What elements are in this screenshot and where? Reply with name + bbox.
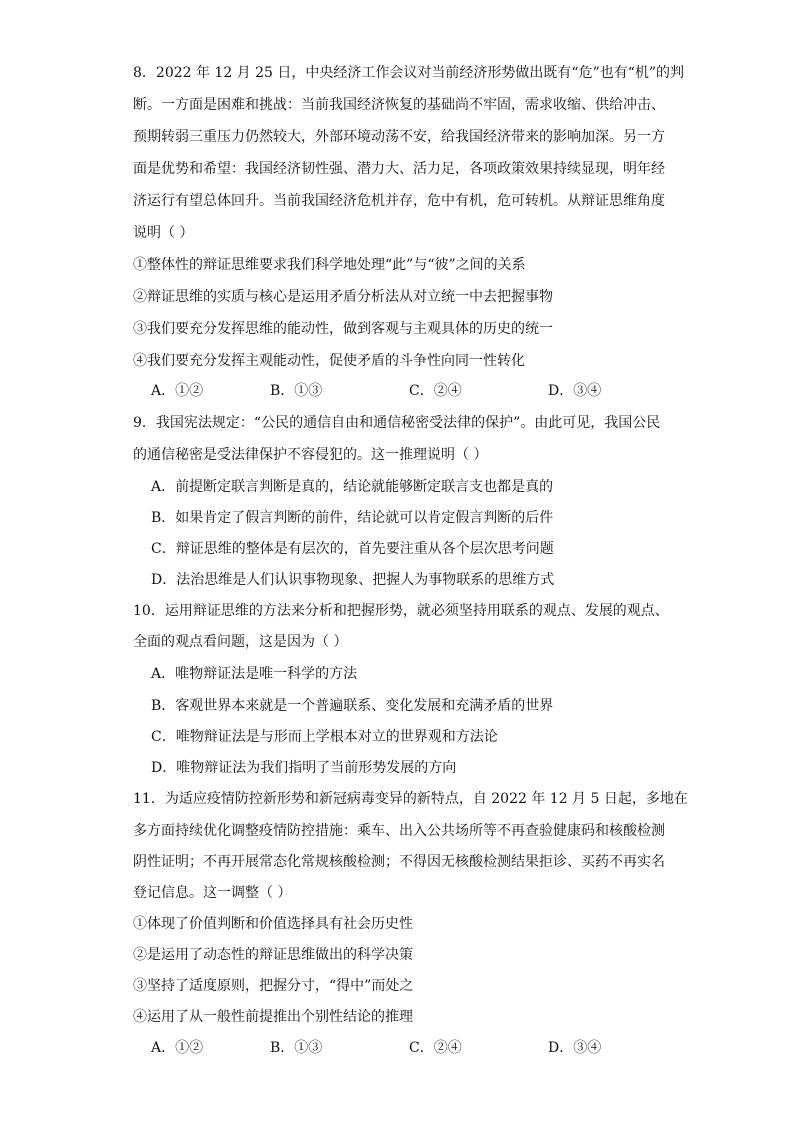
q11-choice-d: D．③④ (548, 1040, 602, 1056)
q8-choices (151, 382, 671, 400)
q11-choice-c: C．②④ (409, 1040, 462, 1056)
q10-option-a: A．唯物辩证法是唯一科学的方法 (151, 666, 358, 682)
q10-option-c: C．唯物辩证法是与形而上学根本对立的世界观和方法论 (151, 729, 498, 745)
q11-item-3: ③坚持了适度原则，把握分寸，“得中”而处之 (133, 978, 414, 994)
q8-choice-c: C．②④ (409, 383, 462, 399)
q9-option-b: B．如果肯定了假言判断的前件，结论就可以肯定假言判断的后件 (151, 510, 554, 526)
q8-stem-line-1: 8．2022 年 12 月 25 日，中央经济工作会议对当前经济形势做出既有“危”也有“机”的判 (133, 65, 685, 81)
q10-option-b: B．客观世界本来就是一个普遍联系、变化发展和充满矛盾的世界 (151, 698, 554, 714)
q10-option-d: D．唯物辩证法为我们指明了当前形势发展的方向 (151, 760, 457, 776)
q8-stem-line-3: 预期转弱三重压力仍然较大，外部环境动荡不安，给我国经济带来的影响加深。另一方 (133, 129, 665, 145)
q10-stem-line-2: 全面的观点看问题，这是因为（ ） (133, 634, 348, 650)
q8-item-4: ④我们要充分发挥主观能动性，促使矛盾的斗争性向同一性转化 (133, 353, 525, 369)
q8-choice-a: A．①② (151, 383, 204, 399)
q8-choice-b: B．①③ (270, 383, 323, 399)
q11-choice-b: B．①③ (270, 1040, 323, 1056)
q8-item-3: ③我们要充分发挥思维的能动性，做到客观与主观具体的历史的统一 (133, 321, 553, 337)
q8-stem-line-2: 断。一方面是困难和挑战：当前我国经济恢复的基础尚不牢固，需求收缩、供给冲击、 (133, 97, 665, 113)
q11-choices (151, 1039, 671, 1057)
q8-stem-line-4: 面是优势和希望：我国经济韧性强、潜力大、活力足，各项政策效果持续显现，明年经 (133, 161, 665, 177)
q8-stem-line-6: 说明（ ） (133, 225, 194, 241)
q9-stem-line-1: 9．我国宪法规定：“公民的通信自由和通信秘密受法律的保护”。由此可见，我国公民 (133, 415, 661, 431)
q10-stem-line-1: 10．运用辩证思维的方法来分析和把握形势，就必须坚持用联系的观点、发展的观点、 (133, 603, 669, 619)
q11-stem-line-3: 阴性证明；不再开展常态化常规核酸检测；不得因无核酸检测结果拒诊、买药不再实名 (133, 854, 665, 870)
q9-option-d: D．法治思维是人们认识事物现象、把握人为事物联系的思维方式 (151, 572, 555, 588)
q11-stem-line-2: 多方面持续优化调整疫情防控措施：乘车、出入公共场所等不再查验健康码和核酸检测 (133, 823, 665, 839)
q11-choice-a: A．①② (151, 1040, 204, 1056)
q9-option-a: A．前提断定联言判断是真的，结论就能够断定联言支也都是真的 (151, 479, 554, 495)
q11-item-4: ④运用了从一般性前提推出个别性结论的推理 (133, 1009, 413, 1025)
q11-item-2: ②是运用了动态性的辩证思维做出的科学决策 (133, 947, 413, 963)
q8-item-2: ②辩证思维的实质与核心是运用矛盾分析法从对立统一中去把握事物 (133, 289, 553, 305)
q11-stem-line-4: 登记信息。这一调整（ ） (133, 885, 292, 901)
q11-stem-line-1: 11．为适应疫情防控新形势和新冠病毒变异的新特点，自 2022 年 12 月 5 日起，多地在 (133, 791, 688, 807)
q8-choice-d: D．③④ (548, 383, 602, 399)
q8-stem-line-5: 济运行有望总体回升。当前我国经济危机并存，危中有机，危可转机。从辩证思维角度 (133, 193, 665, 209)
q9-stem-line-2: 的通信秘密是受法律保护不容侵犯的。这一推理说明（ ） (133, 447, 488, 463)
q8-item-1: ①整体性的辩证思维要求我们科学地处理“此”与“彼”之间的关系 (133, 257, 526, 273)
q9-option-c: C．辩证思维的整体是有层次的，首先要注重从各个层次思考问题 (151, 541, 554, 557)
q11-item-1: ①体现了价值判断和价值选择具有社会历史性 (133, 916, 413, 932)
